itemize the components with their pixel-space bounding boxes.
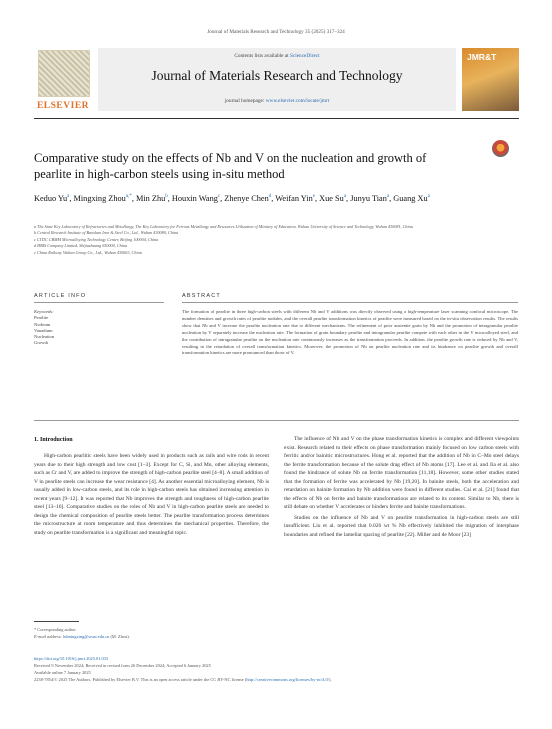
email-suffix: (M. Zhou).: [109, 634, 130, 639]
homepage-prefix: journal homepage:: [224, 98, 266, 104]
check-for-updates-icon[interactable]: [492, 140, 509, 157]
keyword: Vanadium: [34, 327, 53, 333]
author[interactable]: Keduo Yu$^a$: [34, 193, 70, 203]
elsevier-logo: [34, 48, 92, 111]
masthead: [34, 48, 519, 111]
available-online: Available online 7 January 2025: [34, 670, 91, 676]
license-close: ).: [328, 677, 332, 683]
keyword: Growth: [34, 340, 49, 346]
sciencedirect-link[interactable]: ScienceDirect: [289, 53, 320, 59]
journal-cover: [462, 48, 519, 111]
doi-link[interactable]: https://doi.org/10.1016/j.jmrt.2025.01.033: [34, 656, 109, 661]
paragraph: Studies on the influence of Nb and V on pearlite transformation in high-carbon steels are still insufficient. Liu et al. reported that 0.026 wt % Nb effectively inhibited the migration of interphase boundaries and refined the lamellar spacing of pearlite [22]. Miller and de Moor [23]: [284, 514, 519, 538]
affiliation: d HBIS Company Limited, Shijiazhuang 050000, China: [34, 243, 128, 249]
author[interactable]: Zhenye Chen$^d$: [224, 193, 272, 203]
author[interactable]: Guang Xu$^a$: [393, 193, 430, 203]
cover-label: JMR&T: [467, 52, 497, 62]
author[interactable]: Weifan Yin$^e$: [275, 193, 315, 203]
keywords-label: Keywords:: [34, 309, 54, 314]
received-dates: Received 9 November 2024; Received in revised form 26 December 2024; Accepted 6 January 2025: [34, 663, 211, 669]
author[interactable]: Mingxing Zhou$^{a,*}$: [73, 193, 132, 203]
license-link[interactable]: http://creativecommons.org/licenses/by-nc/4.0/: [246, 677, 329, 683]
paragraph: High-carbon pearlitic steels have been widely used in products such as rails and wire rods in recent years due to their high strength and low cost [1–3]. Except for C, Si, and Mn, other alloying elements, such as Cr and V, are added to improve the strength of high-carbon pearlite steel [4–8]. A small addition of V in pearlite steels can increase the wear resistance [4]. As another essential microalloying element, Nb is usually added in low-carbon steels, and its role in high-carbon steels has obtained increasing attention in recent years [9–12]. It was reported that Nb improves the strength and toughness of high-carbon pearlite steel [13–16]. Comparative studies on the roles of Nb and V in high-carbon pearlite steels are needed to design the chemical composition of pearlite steels better. The pearlite transformation process determines the microstructure at room temperature and thus determines the mechanical properties. Therefore, the study on pearlite transformation is a significant and meaningful topic.: [34, 453, 269, 536]
email-line: [34, 633, 514, 640]
affiliation: a The State Key Laboratory of Refractories and Metallurgy, The Key Laboratory for Ferrous Metallurgy and Resources Utilization of Ministry of Education, Wuhan University of Science and Technology, Wuhan 430081, China: [34, 224, 413, 229]
email-link[interactable]: hdmingxing@wust.edu.cn: [63, 634, 110, 639]
footnote-rule: [34, 621, 79, 622]
keyword: Nucleation: [34, 334, 55, 340]
keyword: Pearlite: [34, 315, 49, 321]
paragraph: The influence of Nb and V on the phase transformation kinetics is complex and different viewpoints exist. Research related to their effects on phase transformation mainly focused on low carbon steels with ferritic and/or bainitic microstructures. Hong et al. reported that the addition of Nb in C–Mn steel delays the ferrite transformation because of the solute drag effect of Nb atoms [17]. Lee et al. and Jia et al. also found the hindrance of solute Nb on ferrite transformation [11,18]. However, some other studies stated that the formation of ferrite was accelerated by Nb [19,20]. In bainite steels, both the acceleration and retardation on bainite formation by Nb addition were found in different studies. Cai et al. [21] found that the effects of Nb on ferrite and bainite transformations are related to its content. Similar to Nb, there is still debate on whether V accelerates or hinders ferrite and bainite transformations.: [284, 436, 519, 510]
author-list: Keduo Yu$^a$, Mingxing Zhou$^{a,*}$, Min Zhu$^b$, Houxin Wang$^c$, Zhenye Chen$^d$, Weifan Yin$^e$, Xue Su$^a$, Junyu Tian$^a$, Guang Xu$^a$: [34, 193, 430, 203]
contents-line: [98, 53, 456, 59]
homepage-line: [98, 98, 456, 104]
elsevier-wordmark: ELSEVIER: [36, 101, 90, 111]
footnotes: [34, 626, 514, 640]
journal-title: Journal of Materials Research and Technology: [151, 68, 403, 83]
affiliation: c CITIC CBMM Microalloying Technology Center, Beijing 100004, China: [34, 236, 159, 242]
license-line: [34, 676, 519, 683]
email-label: E-mail address:: [34, 634, 64, 639]
affiliation: b Central Research Institute of Baoshan Iron & Steel Co., Ltd., Wuhan 430080, China: [34, 230, 179, 236]
body-right-column: [284, 435, 519, 541]
article-info-rule: [34, 302, 164, 303]
abstract-heading: ABSTRACT: [182, 293, 221, 299]
keyword: Niobium: [34, 321, 51, 327]
author[interactable]: Min Zhu$^b$: [135, 193, 168, 203]
contents-prefix: Contents lists available at: [234, 53, 290, 59]
abstract-text: The formation of pearlite in three high-carbon steels with different Nb and V additions was directly observed using a high-temperature laser scanning confocal microscope. The number densities and growth rates of pearlite nodules, and the overall pearlite transformation kinetics of pearlite were measured based on the in-situ observation results. The results show that Nb and V increase the pearlite nucleation rate due to different mechanisms. The refinement of prior austenite grain by Nb and the promotion of intragranular pearlite nucleation by V separately increase the nucleation rate. The formation of grain boundary pearlite and intragranular pearlite compete with each other in the V microalloyed steel, and the contribution of intragranular pearlite on the nucleation rate continuously increases as the transformation proceeds. In addition, the pearlite growth rate is reduced by Nb and V, resulting in the retardation of overall transformation kinetics. Moreover, the promotion of Nb on pearlite nucleation rate and its hindrance on pearlite growth and overall transformation kinetics are more pronounced than those of V.: [182, 309, 518, 356]
body-left-column: [34, 452, 269, 539]
abstract-bottom-rule: [34, 420, 519, 421]
author[interactable]: Houxin Wang$^c$: [171, 193, 221, 203]
affiliations: [34, 224, 504, 256]
publication-info: [34, 655, 519, 683]
affiliation: e China Railway Wuhan Group Co., Ltd., Wuhan 430063, China: [34, 249, 142, 255]
homepage-link[interactable]: www.elsevier.com/locate/jmrt: [265, 98, 330, 104]
article-title: Comparative study on the effects of Nb and V on the nucleation and growth of pearlite in high-carbon steels using in-situ method: [34, 151, 427, 181]
masthead-rule: [34, 118, 519, 119]
license-text: 2238-7854/© 2025 The Authors. Published by Elsevier B.V. This is an open access article under the CC BY-NC license (: [34, 677, 247, 683]
section-heading-introduction: 1. Introduction: [34, 437, 73, 443]
author[interactable]: Junyu Tian$^a$: [350, 193, 390, 203]
keywords: [34, 309, 164, 347]
abstract-rule: [182, 302, 518, 303]
journal-citation: Journal of Materials Research and Technology 35 (2025) 317–324: [207, 29, 345, 35]
article-info-heading: ARTICLE INFO: [34, 293, 87, 299]
author[interactable]: Xue Su$^a$: [319, 193, 347, 203]
elsevier-tree-icon: [38, 50, 90, 97]
journal-banner: [98, 48, 456, 111]
corresponding-author-note: * Corresponding author.: [34, 627, 77, 632]
